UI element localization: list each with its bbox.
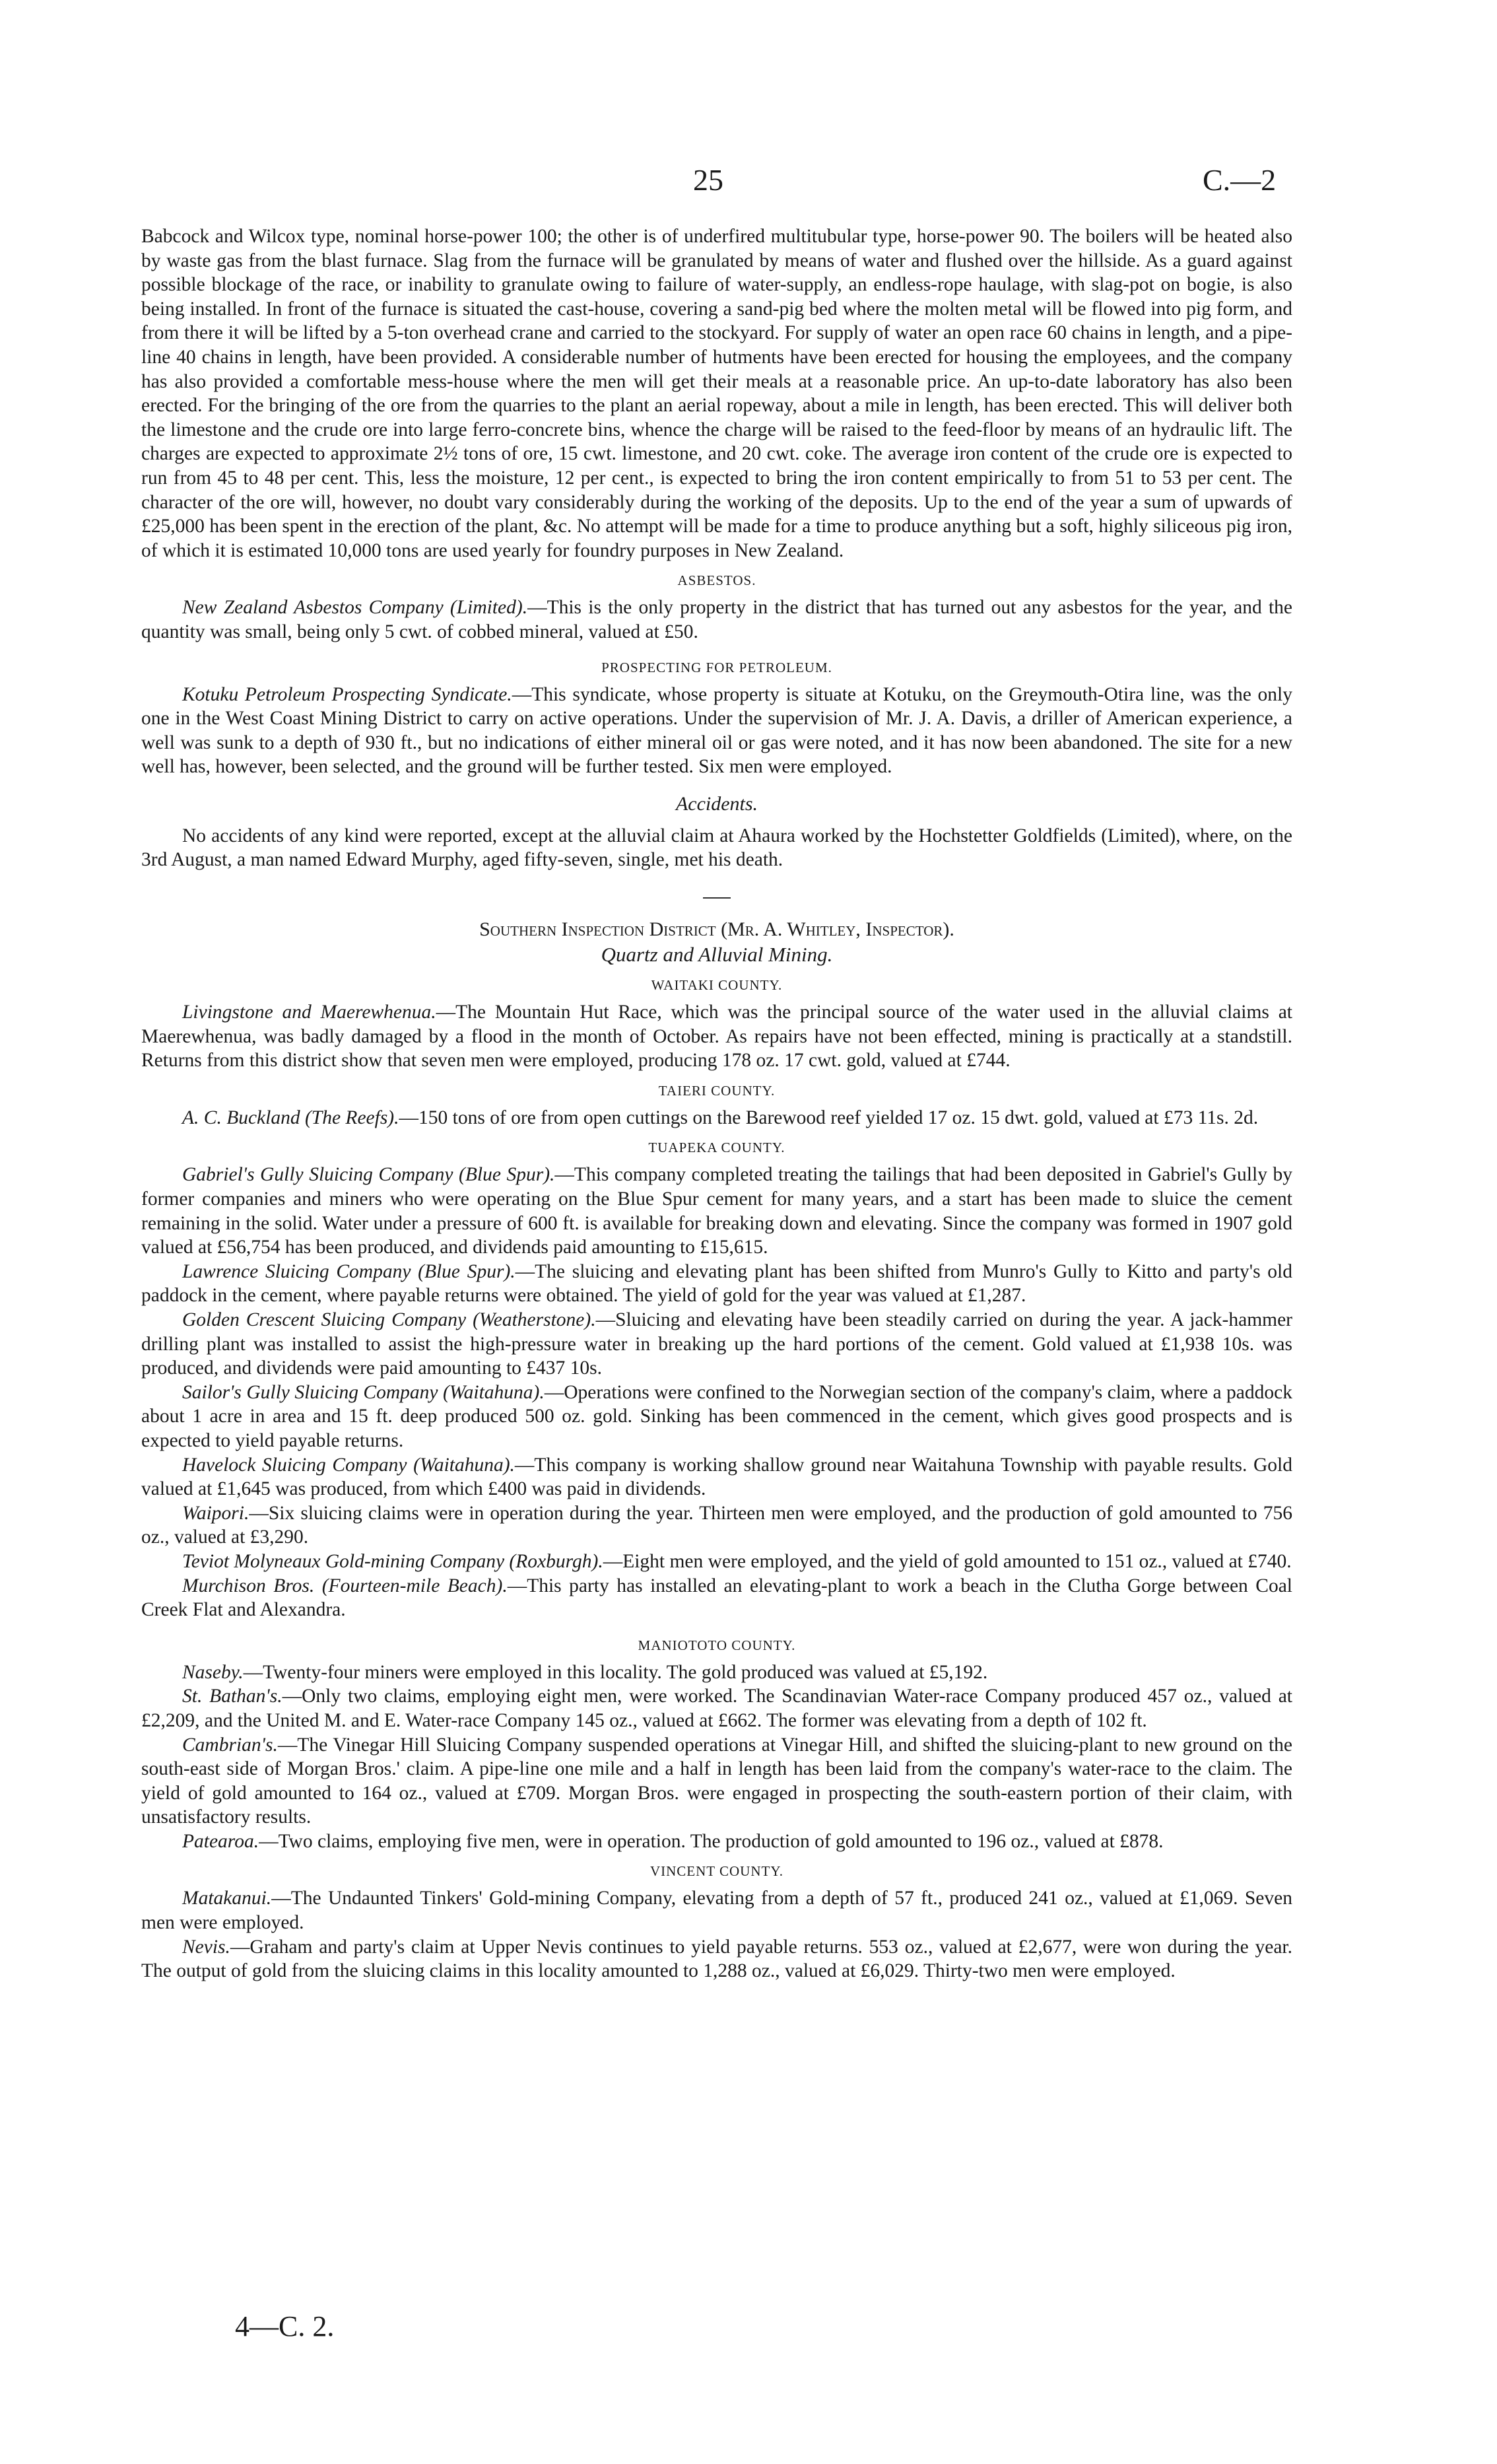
- county-entries-maniototo: [141, 1660, 1292, 1854]
- entry-name: Kotuku Petroleum Prospecting Syndicate.: [182, 683, 512, 705]
- county-heading-tuapeka: TUAPEKA COUNTY.: [648, 1140, 785, 1156]
- entry-name: Cambrian's.: [182, 1734, 278, 1756]
- entry-paragraph: [141, 1000, 1292, 1073]
- entry-text: —This party has installed an elevating-plant to work a beach in the Clutha Gorge between Coal Creek Flat and Alexandra.: [141, 1575, 1292, 1621]
- entry-text: —Sluicing and elevating have been steadily carried on during the year. A jack-hammer drilling plant was installed to assist the high-pressure water in breaking up the hard portions of the cement. Gold valued at £1,938 10s. was produced, and dividends were paid amounting to £437 10s.: [141, 1309, 1293, 1379]
- entry-paragraph: [141, 1830, 1292, 1854]
- entry-text: —This syndicate, whose property is situate at Kotuku, on the Greymouth-Otira line, was the only one in the West Coast Mining District to carry on active operations. Under the supervision of Mr. J. A. Davis, a driller of American experience, a well was sunk to a depth of 930 ft., but no indications of either mineral oil or gas were noted, and it has now been abandoned. The site for a new well has, however, been selected, and the ground will be further tested. Six men were employed.: [141, 683, 1292, 778]
- section-heading-petroleum: PROSPECTING FOR PETROLEUM.: [601, 659, 832, 675]
- entry-paragraph: [141, 1733, 1292, 1830]
- page-content: [141, 224, 1292, 1983]
- entry-name: Teviot Molyneaux Gold-mining Company (Roxburgh).: [182, 1550, 603, 1572]
- document-code: C.—2: [1203, 163, 1277, 197]
- entry-text: —This company completed treating the tailings that had been deposited in Gabriel's Gully by former companies and miners who were operating on the Blue Spur cement for many years, and a start has been made to sluice the cement remaining in the solid. Water under a pressure of 600 ft. is available for breaking down and elevating. Since the company was formed in 1907 gold valued at £56,754 has been produced, and dividends paid amounting to £15,615.: [141, 1164, 1292, 1258]
- entry-name: Nevis.: [182, 1936, 230, 1958]
- entry-paragraph: [141, 1163, 1292, 1259]
- continued-paragraph: Babcock and Wilcox type, nominal horse-power 100; the other is of underfired multitubular type, horse-power 90. The boilers will be heated also by waste gas from the blast furnace. Slag from the furnace will be granulated by means of water and flushed over the hillside. As a guard against possible blockage of the race, or inability to granulate owing to failure of water-supply, an endless-rope haulage, with slag-pot on bogie, is also being installed. In front of the furnace is situated the cast-house, covering a sand-pig bed where the molten metal will be flowed into pig form, and from there it will be lifted by a 5-ton overhead crane and carried to the stockyard. For supply of water an open race 60 chains in length, and a pipe-line 40 chains in length, have been provided. A considerable number of hutments have been erected for housing the employees, and the company has also provided a comfortable mess-house where the men will get their meals at a reasonable price. An up-to-date laboratory has also been erected. For the bringing of the ore from the quarries to the plant an aerial ropeway, about a mile in length, has been erected. This will deliver both the limestone and the crude ore into large ferro-concrete bins, whence the charge will be raised to the feed-floor by means of an hydraulic lift. The charges are expected to approximate 2½ tons of ore, 15 cwt. limestone, and 20 cwt. coke. The average iron content of the crude ore is expected to run from 45 to 48 per cent. This, less the moisture, 12 per cent., is expected to bring the iron content empirically to from 51 to 53 per cent. The character of the ore will, however, no doubt vary considerably during the working of the deposits. Up to the end of the year a sum of upwards of £25,000 has been spent in the erection of the plant, &c. No attempt will be made for a time to produce anything but a soft, highly siliceous pig iron, of which it is estimated 10,000 tons are used yearly for foundry purposes in New Zealand.: [141, 226, 1292, 561]
- district-subheading: Quartz and Alluvial Mining.: [601, 943, 833, 967]
- entry-name: St. Bathan's.: [182, 1686, 283, 1707]
- entry-text: —Graham and party's claim at Upper Nevis continues to yield payable returns. 553 oz., valued at £2,677, were won during the year. The output of gold from the sluicing claims in this locality amounted to 1,288 oz., valued at £6,029. Thirty-two men were employed.: [141, 1936, 1292, 1982]
- entry-text: —The Undaunted Tinkers' Gold-mining Company, elevating from a depth of 57 ft., produced 241 oz., valued at £1,069. Seven men were employed.: [141, 1888, 1292, 1934]
- entry-text: —Two claims, employing five men, were in operation. The production of gold amounted to 196 oz., valued at £878.: [259, 1830, 1164, 1852]
- entry-asbestos: [141, 596, 1292, 644]
- county-entries-taieri: [141, 1106, 1292, 1130]
- entry-paragraph: [141, 1660, 1292, 1685]
- county-heading-vincent: VINCENT COUNTY.: [649, 1863, 784, 1880]
- entry-text: —Operations were confined to the Norwegian section of the company's claim, where a paddock about 1 acre in area and 15 ft. deep produced 500 oz. gold. Sinking has been commenced in the cement, which gives good prospects and is expected to yield payable returns.: [141, 1381, 1292, 1451]
- entry-paragraph: [141, 1935, 1292, 1983]
- entry-text: —This is the only property in the district that has turned out any asbestos for the year, and the quantity was small, being only 5 cwt. of cobbed mineral, valued at £50.: [141, 597, 1292, 642]
- entry-name: Waipori.: [182, 1502, 249, 1524]
- entry-name: A. C. Buckland (The Reefs).: [182, 1107, 399, 1128]
- entry-name: Matakanui.: [182, 1888, 272, 1909]
- entry-name: Sailor's Gully Sluicing Company (Waitahuna).: [182, 1381, 545, 1403]
- county-entries-vincent: [141, 1886, 1292, 1983]
- county-heading-waitaki: WAITAKI COUNTY.: [651, 977, 783, 994]
- entry-paragraph: [141, 1886, 1292, 1934]
- entry-paragraph: [141, 1550, 1292, 1574]
- entry-accidents: No accidents of any kind were reported, except at the alluvial claim at Ahaura worked by the Hochstetter Goldfields (Limited), where, on the 3rd August, a man named Edward Murphy, aged fifty-seven, single, met his death.: [141, 825, 1292, 871]
- entry-text: —Twenty-four miners were employed in this locality. The gold produced was valued at £5,192.: [243, 1661, 988, 1683]
- entry-petroleum: [141, 683, 1292, 779]
- entry-name: Havelock Sluicing Company (Waitahuna).: [182, 1454, 515, 1476]
- entry-text: —The Vinegar Hill Sluicing Company suspended operations at Vinegar Hill, and shifted the sluicing-plant to new ground on the south-east side of Morgan Bros.' claim. A pipe-line one mile and a half in length has been laid from the company's water-race to the claim. The yield of gold amounted to 164 oz., valued at £709. Morgan Bros. were engaged in prospecting the south-eastern portion of their claim, with unsatisfactory results.: [141, 1734, 1292, 1828]
- entry-paragraph: [141, 1501, 1292, 1550]
- entry-name: Naseby.: [182, 1661, 244, 1683]
- county-heading-maniototo: MANIOTOTO COUNTY.: [638, 1637, 796, 1653]
- section-heading-asbestos: ASBESTOS.: [677, 572, 756, 589]
- footer-code: 4—C. 2.: [235, 2310, 335, 2343]
- entry-text: —Only two claims, employing eight men, were worked. The Scandinavian Water-race Company produced 457 oz., valued at £2,209, and the United M. and E. Water-race Company 145 oz., valued at £662. The former was elevating from a depth of 102 ft.: [141, 1686, 1292, 1731]
- entry-name: Golden Crescent Sluicing Company (Weatherstone).: [182, 1309, 596, 1330]
- district-heading: Southern Inspection District (Mr. A. Whitley, Inspector).: [479, 918, 954, 941]
- entry-paragraph: [141, 1381, 1292, 1453]
- section-heading-accidents: Accidents.: [675, 792, 758, 815]
- entry-name: Gabriel's Gully Sluicing Company (Blue Spur).: [182, 1164, 555, 1186]
- entry-paragraph: [141, 1260, 1292, 1308]
- page-number: 25: [693, 163, 723, 197]
- entry-name: Livingstone and Maerewhenua.: [182, 1002, 436, 1023]
- entry-paragraph: [141, 1308, 1292, 1381]
- entry-text: —150 tons of ore from open cuttings on the Barewood reef yielded 17 oz. 15 dwt. gold, valued at £73 11s. 2d.: [399, 1107, 1259, 1128]
- entry-name: Patearoa.: [182, 1830, 259, 1852]
- county-entries-tuapeka: [141, 1163, 1292, 1622]
- entry-paragraph: [141, 1453, 1292, 1501]
- entry-paragraph: [141, 1106, 1292, 1130]
- entry-text: —Eight men were employed, and the yield of gold amounted to 151 oz., valued at £740.: [603, 1550, 1292, 1572]
- entry-text: —The sluicing and elevating plant has been shifted from Munro's Gully to Kitto and party's old paddock in the cement, where payable returns were obtained. The yield of gold for the year was valued at £1,287.: [141, 1260, 1292, 1307]
- entry-name: Lawrence Sluicing Company (Blue Spur).: [182, 1260, 516, 1282]
- section-divider: [703, 897, 731, 899]
- county-entries-waitaki: [141, 1000, 1292, 1073]
- county-heading-taieri: TAIERI COUNTY.: [658, 1082, 776, 1099]
- entry-paragraph: [141, 1684, 1292, 1732]
- entry-text: —This company is working shallow ground near Waitahuna Township with payable results. Gold valued at £1,645 was produced, from which £400 was paid in dividends.: [141, 1454, 1292, 1500]
- entry-text: —The Mountain Hut Race, which was the principal source of the water used in the alluvial claims at Maerewhenua, was badly damaged by a flood in the month of October. As repairs have not been effected, mining is practically at a standstill. Returns from this district show that seven men were employed, producing 178 oz. 17 cwt. gold, valued at £744.: [141, 1002, 1292, 1072]
- entry-paragraph: [141, 1574, 1292, 1622]
- entry-text: —Six sluicing claims were in operation during the year. Thirteen men were employed, and the production of gold amounted to 756 oz., valued at £3,290.: [141, 1502, 1292, 1548]
- entry-name: Murchison Bros. (Fourteen-mile Beach).: [182, 1575, 508, 1596]
- entry-name: New Zealand Asbestos Company (Limited).: [182, 597, 528, 619]
